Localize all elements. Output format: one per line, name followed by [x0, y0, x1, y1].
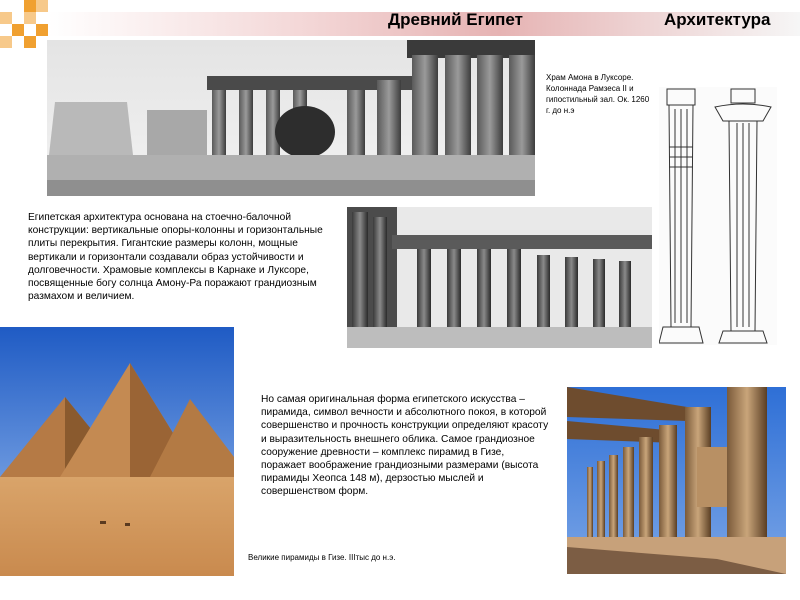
photo-hypostyle-hall: [347, 207, 652, 348]
paragraph-pyramid: Но самая оригинальная форма египетского искусства – пирамида, символ вечности и абсолютного покоя, в которой совершенство и прочность конструкции определяют красоту и выразительность внешнего облика. Самое грандиозное сооружение древности – комплекс пирамид в Гизе, поражает воображение грандиозными размерами (высота пирамиды Хеопса 148 м), дерзостью мыслей и совершенством форм.: [261, 394, 549, 498]
photo-column-drawings: [659, 87, 777, 345]
photo-colonnade-color: [567, 387, 786, 574]
photo-pyramids-giza: [0, 327, 234, 576]
caption-pyramids: Великие пирамиды в Гизе. IIIтыс до н.э.: [248, 553, 396, 562]
page-title: Древний Египет: [388, 10, 523, 29]
photo-luxor-temple: [47, 40, 535, 196]
section-title: Архитектура: [664, 10, 771, 29]
paragraph-intro: Египетская архитектура основана на стоечно-балочной конструкции: вертикальные опоры-колонны и горизонтальные плиты перекрытия. Гигантские размеры колонн, мощные вертикали и горизонтали создавали образ устойчивости и долговечности. Храмовые комплексы в Карнаке и Луксоре, посвященные богу солнца Амону-Ра поражают грандиозным размахом и величием.: [28, 212, 323, 303]
caption-luxor: Храм Амона в Луксоре. Колоннада Рамзеса II и гипостильный зал. Ок. 1260 г. до н.э: [546, 73, 650, 115]
